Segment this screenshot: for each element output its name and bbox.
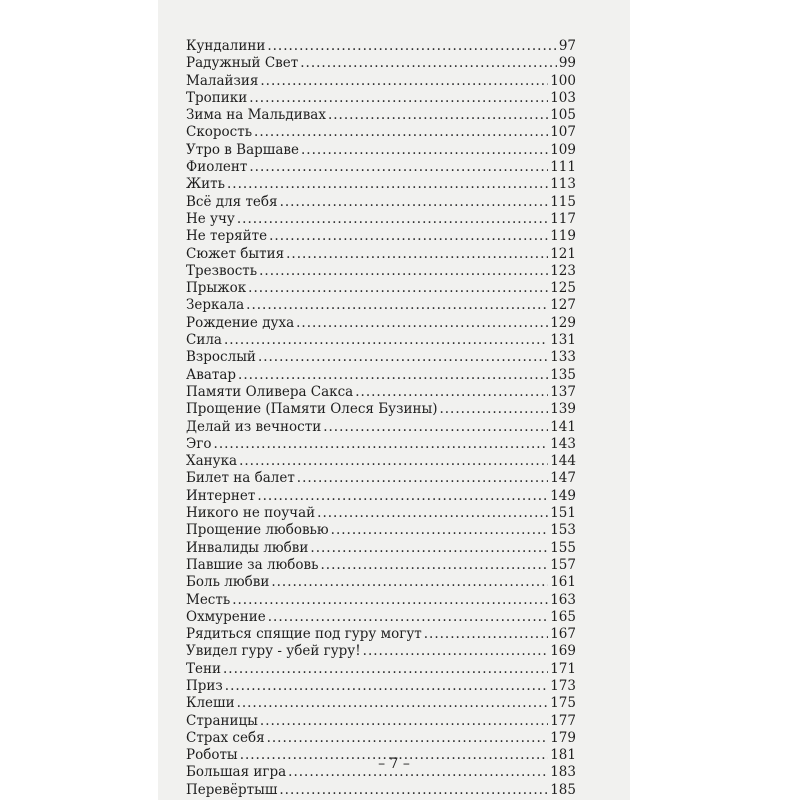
toc-entry [186,643,576,660]
toc-entry-title: Тени [186,660,221,677]
toc-dot-leader [321,557,549,574]
toc-entry [186,315,576,332]
toc-entry-title: Перевёртыш [186,781,278,798]
toc-dot-leader [225,678,548,695]
toc-entry [186,453,576,470]
toc-entry-page: 175 [550,695,576,712]
toc-entry-title: Тропики [186,89,248,106]
toc-entry [186,661,576,678]
toc-dot-leader [260,73,548,90]
toc-entry-page: 144 [550,453,576,470]
toc-entry-page: 131 [550,332,576,349]
toc-entry-page: 133 [550,349,576,366]
toc-entry-title: Сюжет бытия [186,245,285,262]
page-number: – 7 – [378,756,410,772]
toc-entry-page: 111 [550,159,576,176]
toc-dot-leader [254,124,548,141]
toc-dot-leader [301,142,548,159]
toc-entry-page: 109 [550,141,576,158]
toc-entry [186,38,576,55]
toc-entry [186,90,576,107]
toc-entry [186,505,576,522]
toc-dot-leader [259,263,548,280]
toc-entry [186,713,576,730]
toc-dot-leader [297,470,548,487]
toc-dot-leader [296,315,548,332]
toc-entry [186,263,576,280]
toc-entry-page: 107 [550,124,576,141]
toc-dot-leader [279,782,548,799]
toc-entry-page: 129 [550,314,576,331]
toc-dot-leader [280,194,549,211]
toc-entry-title: Билет на балет [186,470,295,487]
toc-dot-leader [237,695,549,712]
toc-entry [186,436,576,453]
toc-entry [186,124,576,141]
toc-dot-leader [258,349,548,366]
toc-entry-page: 137 [550,383,576,400]
table-of-contents [186,38,576,799]
toc-entry-title: Взрослый [186,349,256,366]
toc-dot-leader [331,522,549,539]
toc-entry [186,384,576,401]
toc-entry-title: Эго [186,435,212,452]
toc-entry-title: Аватар [186,366,237,383]
toc-entry-page: 121 [550,245,576,262]
toc-entry-page: 185 [550,781,576,798]
toc-dot-leader [239,453,548,470]
toc-entry-page: 127 [550,297,576,314]
toc-entry-page: 167 [550,626,576,643]
toc-entry [186,678,576,695]
toc-dot-leader [223,661,548,678]
toc-dot-leader [424,626,548,643]
toc-dot-leader [249,159,548,176]
toc-entry-title: Зеркала [186,297,245,314]
toc-dot-leader [439,401,548,418]
toc-entry-title: Клеши [186,695,235,712]
toc-entry-page: 141 [550,418,576,435]
toc-entry-page: 163 [550,591,576,608]
toc-entry-title: Охмурение [186,608,266,625]
toc-entry-title: Кундалини [186,38,266,54]
toc-dot-leader [355,384,548,401]
toc-entry-page: 173 [550,677,576,694]
toc-dot-leader [267,730,549,747]
toc-entry-page: 119 [550,228,576,245]
toc-entry [186,557,576,574]
toc-entry-page: 135 [550,366,576,383]
toc-entry-title: Рядиться спящие под гуру могут [186,626,422,643]
toc-dot-leader [268,609,548,626]
toc-dot-leader [267,38,556,55]
toc-entry-page: 147 [550,470,576,487]
toc-entry [186,695,576,712]
toc-entry [186,176,576,193]
toc-entry-title: Скорость [186,124,253,141]
toc-dot-leader [310,540,548,557]
toc-entry-title: Прощение любовью [186,522,329,539]
toc-dot-leader [238,367,548,384]
toc-entry-title: Зима на Мальдивах [186,107,326,124]
toc-entry [186,782,576,799]
toc-entry-page: 125 [550,280,576,297]
toc-entry-title: Радужный Свет [186,55,299,72]
toc-entry-page: 100 [550,72,576,89]
toc-entry [186,246,576,263]
toc-entry [186,522,576,539]
toc-dot-leader [300,55,557,72]
toc-entry-page: 97 [558,38,576,54]
toc-dot-leader [317,505,548,522]
toc-dot-leader [363,643,549,660]
toc-entry-title: Не теряйте [186,228,268,245]
toc-entry-title: Малайзия [186,72,259,89]
toc-entry-title: Боль любви [186,574,270,591]
toc-entry-title: Памяти Оливера Сакса [186,383,354,400]
toc-entry-page: 179 [550,729,576,746]
toc-dot-leader [286,246,548,263]
toc-entry [186,211,576,228]
toc-entry-title: Большая игра [186,764,287,781]
toc-entry-page: 115 [550,193,576,210]
toc-entry-title: Приз [186,677,223,694]
toc-entry [186,470,576,487]
toc-entry [186,574,576,591]
toc-dot-leader [328,107,548,124]
toc-entry [186,228,576,245]
toc-entry [186,73,576,90]
toc-entry-page: 103 [550,89,576,106]
toc-entry [186,609,576,626]
toc-entry-title: Жить [186,176,225,193]
toc-entry-title: Месть [186,591,231,608]
toc-entry [186,626,576,643]
toc-entry-page: 149 [550,487,576,504]
toc-entry-page: 153 [550,522,576,539]
toc-entry-page: 171 [550,660,576,677]
toc-entry-page: 123 [550,262,576,279]
toc-entry [186,488,576,505]
toc-dot-leader [260,713,548,730]
toc-dot-leader [271,574,548,591]
toc-entry-page: 155 [550,539,576,556]
toc-entry-title: Ханука [186,453,238,470]
toc-entry-page: 165 [550,608,576,625]
toc-entry-page: 105 [550,107,576,124]
toc-entry-page: 161 [550,574,576,591]
toc-entry-title: Утро в Варшаве [186,141,299,158]
toc-entry [186,280,576,297]
toc-entry [186,159,576,176]
toc-entry [186,401,576,418]
toc-entry [186,419,576,436]
toc-dot-leader [227,176,548,193]
toc-entry [186,332,576,349]
toc-entry-title: Трезвость [186,262,258,279]
toc-entry-page: 169 [550,643,576,660]
toc-dot-leader [323,419,548,436]
toc-entry-title: Страх себя [186,729,265,746]
toc-entry-page: 151 [550,505,576,522]
toc-entry-title: Инвалиды любви [186,539,309,556]
toc-dot-leader [246,297,548,314]
toc-entry-page: 113 [550,176,576,193]
toc-entry [186,297,576,314]
toc-entry-title: Интернет [186,487,256,504]
toc-entry-title: Страницы [186,712,258,729]
toc-entry [186,142,576,159]
toc-dot-leader [269,228,548,245]
toc-entry-page: 157 [550,556,576,573]
toc-entry-title: Не учу [186,210,235,227]
toc-entry [186,367,576,384]
toc-entry-title: Сила [186,332,222,349]
toc-entry-page: 99 [558,55,576,72]
toc-entry-title: Увидел гуру - убей гуру! [186,643,361,660]
toc-dot-leader [232,592,548,609]
toc-dot-leader [214,436,549,453]
toc-entry [186,349,576,366]
toc-entry-page: 143 [550,435,576,452]
toc-entry-title: Прощение (Памяти Олеся Бузины) [186,401,438,418]
toc-entry-title: Прыжок [186,280,247,297]
toc-entry-title: Всё для тебя [186,193,278,210]
toc-dot-leader [248,280,548,297]
toc-entry-page: 117 [550,210,576,227]
toc-entry-title: Фиолент [186,159,248,176]
toc-entry [186,540,576,557]
toc-entry [186,55,576,72]
toc-entry-page: 139 [550,401,576,418]
toc-entry-title: Делай из вечности [186,418,322,435]
toc-entry-title: Никого не поучай [186,505,316,522]
toc-entry [186,194,576,211]
toc-dot-leader [224,332,548,349]
toc-dot-leader [237,211,548,228]
toc-dot-leader [257,488,548,505]
toc-entry-title: Роботы [186,747,238,764]
toc-entry [186,730,576,747]
toc-entry-title: Павшие за любовь [186,556,319,573]
toc-entry-title: Рождение духа [186,314,295,331]
toc-entry-page: 183 [550,764,576,781]
toc-entry-page: 177 [550,712,576,729]
toc-entry [186,107,576,124]
toc-dot-leader [249,90,548,107]
toc-entry-page: 181 [550,747,576,764]
toc-entry [186,592,576,609]
